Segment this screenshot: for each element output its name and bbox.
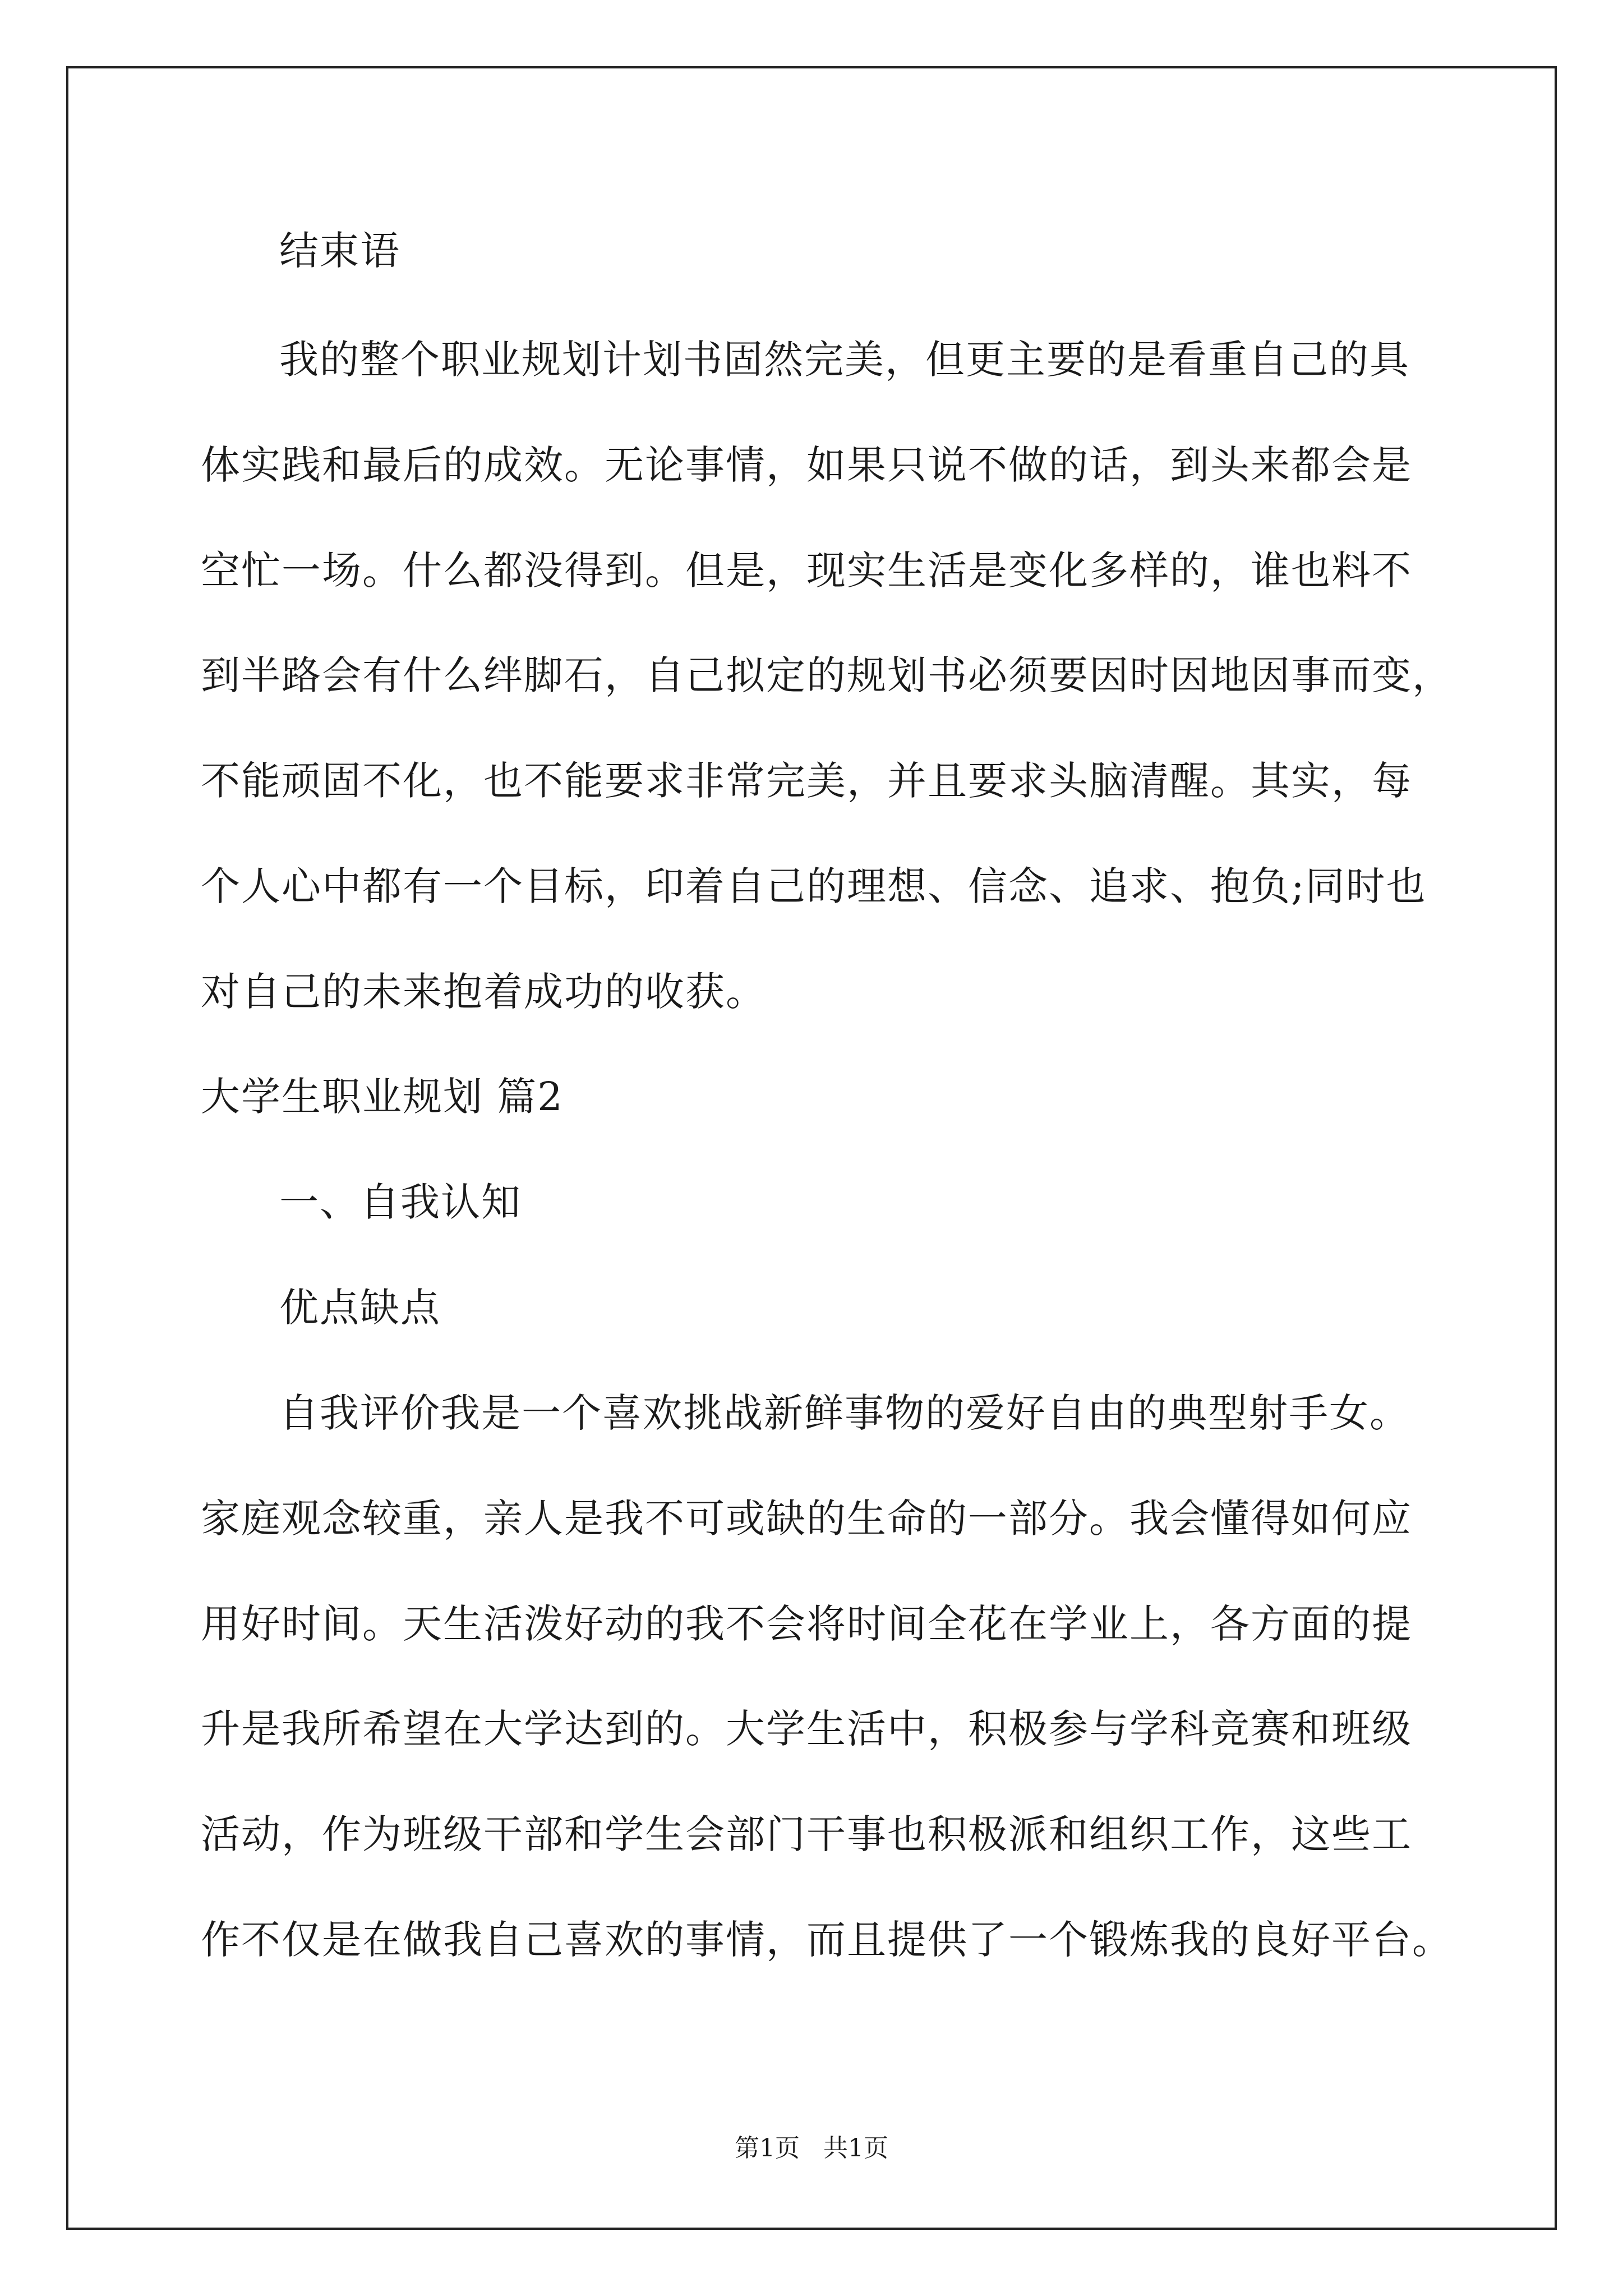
paragraph-line: 活动，作为班级干部和学生会部门干事也积极派和组织工作，这些工 — [201, 1811, 1412, 1857]
paragraph-line: 个人心中都有一个目标，印着自己的理想、信念、追求、抱负;同时也 — [201, 863, 1427, 909]
paragraph-line: 作不仅是在做我自己喜欢的事情，而且提供了一个锻炼我的良好平台。 — [201, 1917, 1453, 1963]
article-title: 大学生职业规划 篇2 — [201, 1074, 564, 1120]
section-heading-self-awareness: 一、自我认知 — [279, 1179, 522, 1225]
paragraph-line: 到半路会有什么绊脚石，自己拟定的规划书必须要因时因地因事而变， — [201, 652, 1453, 698]
paragraph-line: 升是我所希望在大学达到的。大学生活中，积极参与学科竞赛和班级 — [201, 1706, 1412, 1752]
section-heading-conclusion: 结束语 — [279, 228, 400, 274]
paragraph-line: 不能顽固不化，也不能要求非常完美，并且要求头脑清醒。其实，每 — [201, 758, 1412, 804]
paragraph-line: 对自己的未来抱着成功的收获。 — [201, 969, 766, 1015]
page-border — [66, 66, 1557, 2230]
paragraph-line: 用好时间。天生活泼好动的我不会将时间全花在学业上，各方面的提 — [201, 1601, 1412, 1647]
paragraph-line: 空忙一场。什么都没得到。但是，现实生活是变化多样的，谁也料不 — [201, 547, 1412, 593]
paragraph-line: 体实践和最后的成效。无论事情，如果只说不做的话，到头来都会是 — [201, 442, 1412, 488]
paragraph-line: 自我评价我是一个喜欢挑战新鲜事物的爱好自由的典型射手女。 — [279, 1390, 1410, 1436]
paragraph-line: 家庭观念较重，亲人是我不可或缺的生命的一部分。我会懂得如何应 — [201, 1496, 1412, 1542]
subsection-heading-pros-cons: 优点缺点 — [279, 1285, 441, 1331]
page-footer: 第1页 共1页 — [735, 2134, 888, 2162]
paragraph-line: 我的整个职业规划计划书固然完美，但更主要的是看重自己的具 — [279, 337, 1410, 383]
